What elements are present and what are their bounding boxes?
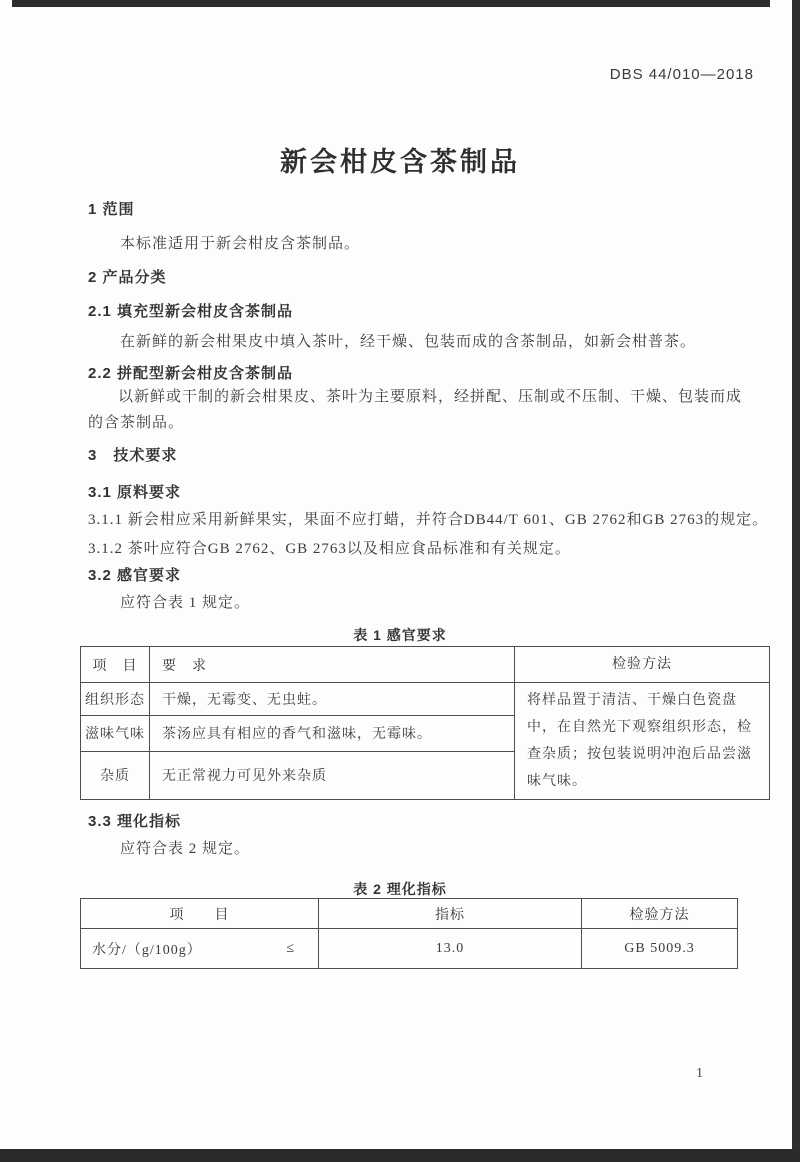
table-row — [81, 647, 770, 683]
document-title: 新会柑皮含茶制品 — [280, 147, 520, 177]
paragraph-3-1-1: 3.1.1 新会柑应采用新鲜果实，果面不应打蜡，并符合DB44/T 601、GB 2762和GB 2763的规定。 — [88, 512, 769, 528]
table1-cell-item: 滋味气味 — [81, 715, 150, 751]
table2-header-method: 检验方法 — [582, 899, 738, 929]
table2-cell-method: GB 5009.3 — [582, 929, 738, 969]
paragraph-2-1: 在新鲜的新会柑果皮中填入茶叶，经干燥、包装而成的含茶制品，如新会柑普茶。 — [120, 334, 697, 350]
table1-cell-requirement: 干燥，无霉变、无虫蛀。 — [150, 683, 515, 716]
heading-1-scope: 1 范围 — [88, 201, 135, 218]
heading-3-technical: 3 技术要求 — [88, 447, 178, 464]
table2-cell-item — [81, 929, 319, 969]
table-row — [81, 929, 738, 969]
paragraph-3-2: 应符合表 1 规定。 — [120, 595, 251, 611]
table1-cell-method: 将样品置于清洁、干燥白色瓷盘中，在自然光下观察组织形态，检查杂质；按包装说明冲泡后品尝滋味气味。 — [515, 683, 770, 800]
less-equal-symbol: ≤ — [286, 940, 295, 956]
paragraph-scope: 本标准适用于新会柑皮含茶制品。 — [120, 236, 361, 252]
table-1-caption: 表 1 感官要求 — [353, 627, 447, 643]
heading-3-1: 3.1 原料要求 — [88, 484, 182, 501]
heading-2-classification: 2 产品分类 — [88, 269, 167, 286]
table1-header-requirement: 要 求 — [150, 647, 515, 683]
table-2-caption: 表 2 理化指标 — [353, 881, 447, 897]
table-row — [81, 683, 770, 716]
paragraph-2-2: 以新鲜或干制的新会柑果皮、茶叶为主要原料，经拼配、压制或不压制、干燥、包装而成的含茶制品。 — [88, 389, 743, 431]
page-number: 1 — [696, 1066, 703, 1081]
heading-3-2: 3.2 感官要求 — [88, 567, 182, 584]
table1-cell-item: 组织形态 — [81, 683, 150, 716]
table-physical-chemical-indicators — [80, 898, 738, 969]
table2-cell-value: 13.0 — [319, 929, 582, 969]
table2-item-label: 水分/（g/100g） — [92, 942, 202, 958]
heading-2-2: 2.2 拼配型新会柑皮含茶制品 — [88, 365, 294, 382]
table1-cell-item: 杂质 — [81, 751, 150, 800]
standard-number: DBS 44/010—2018 — [609, 66, 754, 83]
table-sensory-requirements — [80, 646, 770, 800]
paragraph-3-3: 应符合表 2 规定。 — [120, 841, 251, 857]
table2-header-item: 项 目 — [81, 899, 319, 929]
table1-cell-requirement: 无正常视力可见外来杂质 — [150, 751, 515, 800]
scan-edge-bottom — [0, 1149, 800, 1162]
table-row — [81, 899, 738, 929]
scan-edge-top — [12, 0, 770, 7]
paragraph-3-1-2: 3.1.2 茶叶应符合GB 2762、GB 2763以及相应食品标准和有关规定。 — [88, 541, 571, 557]
table1-cell-requirement: 茶汤应具有相应的香气和滋味，无霉味。 — [150, 715, 515, 751]
heading-2-1: 2.1 填充型新会柑皮含茶制品 — [88, 303, 294, 320]
heading-3-3: 3.3 理化指标 — [88, 813, 182, 830]
table1-header-item: 项 目 — [81, 647, 150, 683]
table2-header-indicator: 指标 — [319, 899, 582, 929]
table1-header-method: 检验方法 — [515, 647, 770, 683]
